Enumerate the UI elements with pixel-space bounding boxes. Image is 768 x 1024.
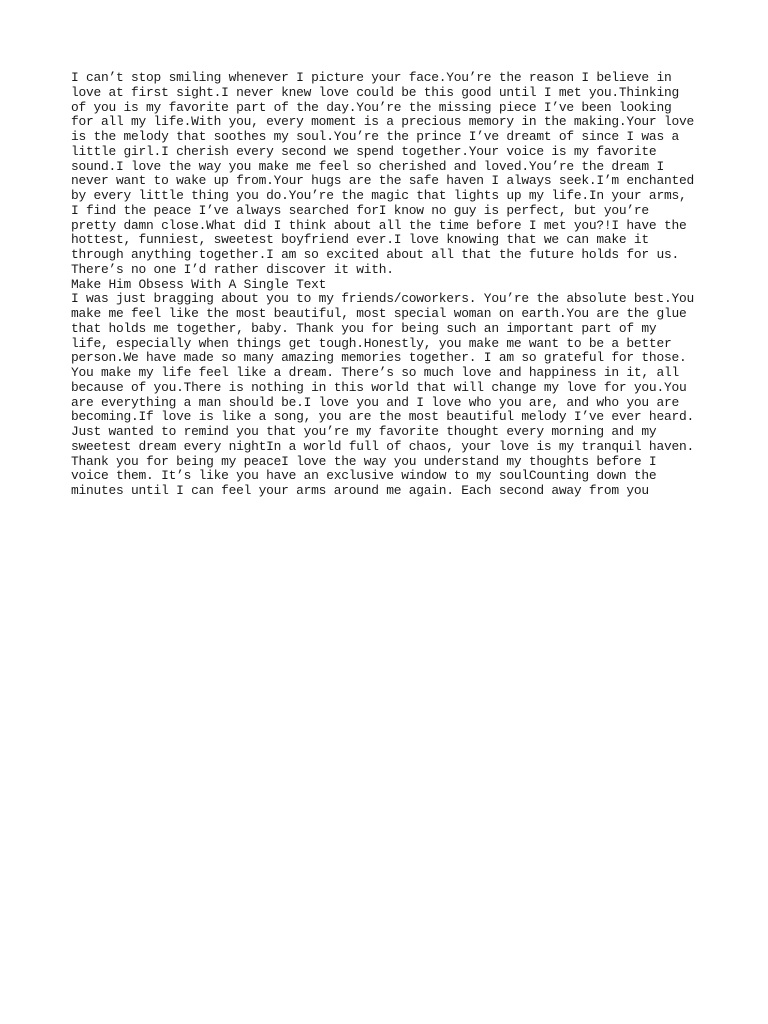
text-line: are everything a man should be.I love you and I love who you are, and who you are — [71, 394, 679, 410]
document-page — [71, 71, 711, 499]
text-line: I find the peace I’ve always searched forI know no guy is perfect, but you’re — [71, 202, 649, 218]
text-line: You make my life feel like a dream. There’s so much love and happiness in it, all — [71, 365, 679, 380]
text-line: is the melody that soothes my soul.You’re the prince I’ve dreamt of since I was a — [71, 129, 679, 144]
text-line: never want to wake up from.Your hugs are the safe haven I always seek.I’m enchanted — [71, 173, 694, 189]
text-line: because of you.There is nothing in this world that will change my love for you.You — [71, 379, 687, 395]
text-line: little girl.I cherish every second we spend together.Your voice is my favorite — [71, 143, 657, 159]
text-line: person.We have made so many amazing memories together. I am so grateful for those. — [71, 350, 687, 366]
text-line: pretty damn close.What did I think about all the time before I met you?!I have the — [71, 217, 687, 233]
text-line: through anything together.I am so excited about all that the future holds for us. — [71, 247, 679, 262]
text-line: by every little thing you do.You’re the magic that lights up my life.In your arms, — [71, 188, 687, 203]
text-line: Just wanted to remind you that you’re my favorite thought every morning and my — [71, 424, 657, 439]
text-line: sound.I love the way you make me feel so cherished and loved.You’re the dream I — [71, 158, 664, 174]
text-line: life, especially when things get tough.Honestly, you make me want to be a better — [71, 335, 672, 351]
text-line: minutes until I can feel your arms around me again. Each second away from you — [71, 483, 649, 498]
text-line: There’s no one I’d rather discover it with. — [71, 261, 394, 277]
text-line: I was just bragging about you to my friends/coworkers. You’re the absolute best.You — [71, 291, 694, 307]
text-line: make me feel like the most beautiful, most special woman on earth.You are the glue — [71, 306, 687, 321]
text-line: becoming.If love is like a song, you are the most beautiful melody I’ve ever heard. — [71, 409, 694, 425]
text-line: I can’t stop smiling whenever I picture your face.You’re the reason I believe in — [71, 70, 672, 85]
section-heading: Make Him Obsess With A Single Text — [71, 276, 327, 292]
text-line: hottest, funniest, sweetest boyfriend ever.I love knowing that we can make it — [71, 232, 649, 248]
text-line: sweetest dream every nightIn a world full of chaos, your love is my tranquil haven. — [71, 438, 694, 454]
text-line: that holds me together, baby. Thank you for being such an important part of my — [71, 320, 657, 336]
text-line: voice them. It’s like you have an exclusive window to my soulCounting down the — [71, 468, 657, 484]
text-line: for all my life.With you, every moment is a precious memory in the making.Your love — [71, 114, 694, 130]
text-line: Thank you for being my peaceI love the way you understand my thoughts before I — [71, 453, 657, 469]
text-line: love at first sight.I never knew love could be this good until I met you.Thinking — [71, 84, 679, 100]
text-line: of you is my favorite part of the day.You’re the missing piece I’ve been looking — [71, 99, 672, 115]
